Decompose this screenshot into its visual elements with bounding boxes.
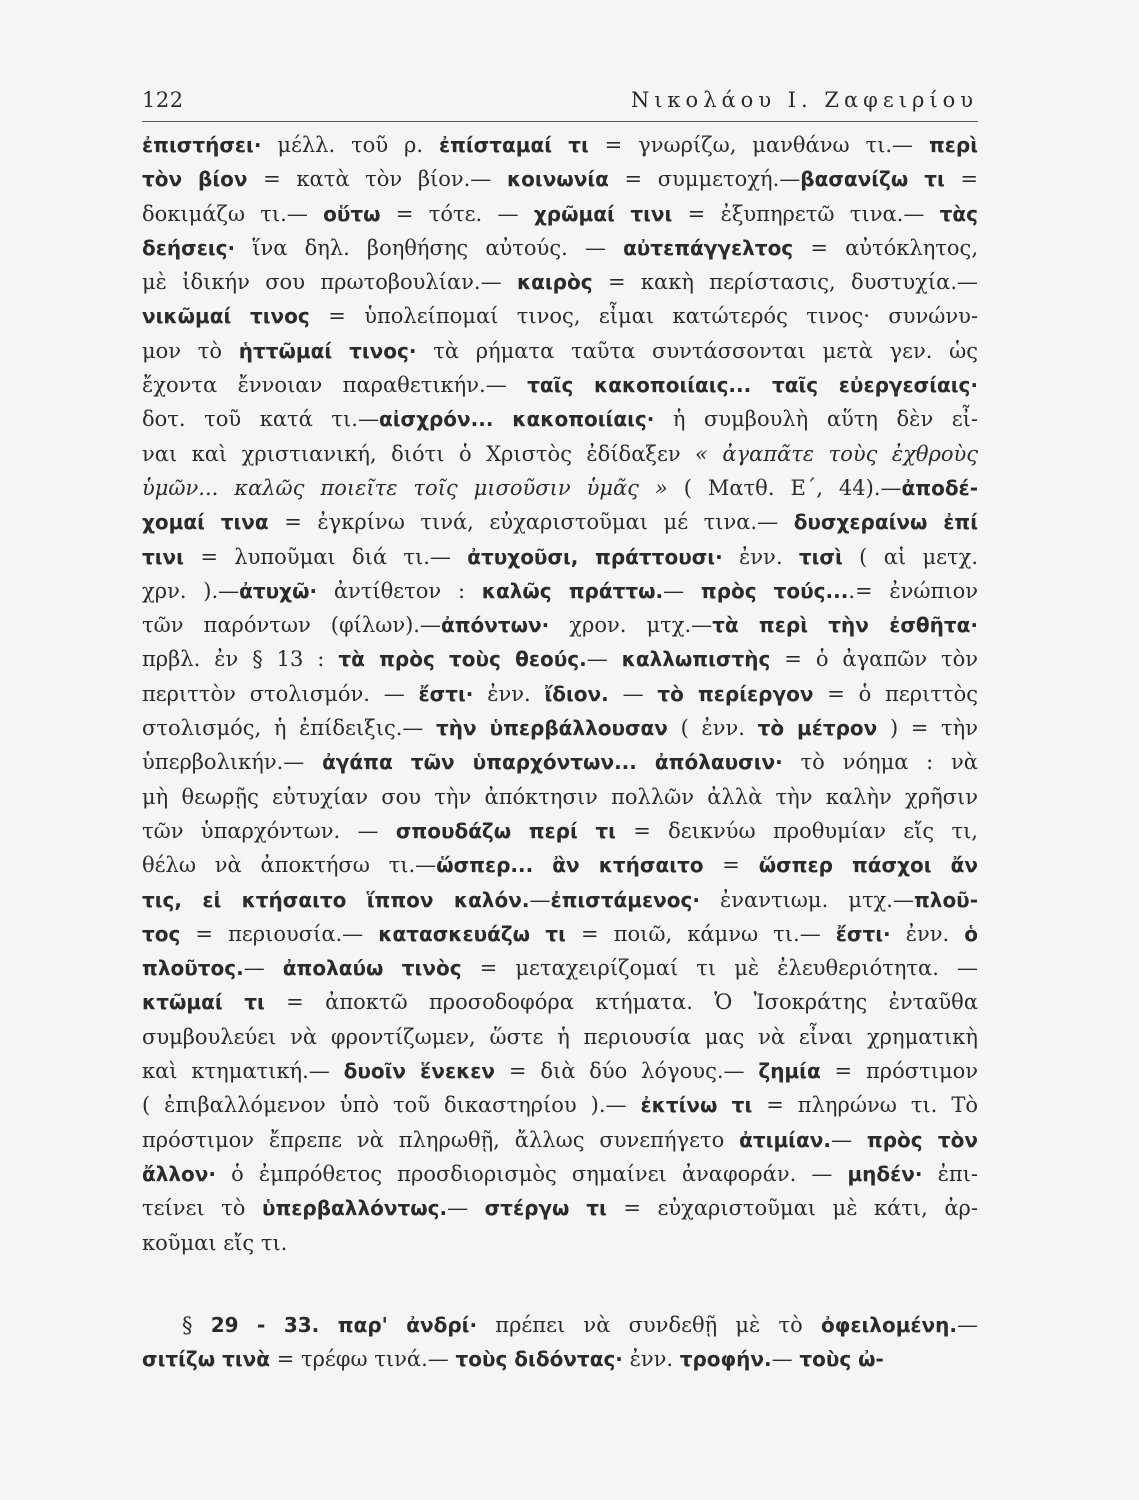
paragraph-gap <box>142 1260 978 1308</box>
text-run: = <box>944 167 978 192</box>
text-run: — <box>663 578 701 603</box>
text-line <box>142 1226 978 1260</box>
text-run: = ὁ ἀγαπῶν τὸν <box>770 647 978 672</box>
bold-term: τὰ περὶ τὴν ἐσθῆτα· <box>712 613 978 638</box>
text-run: πρβλ. ἐν § 13 : <box>142 647 339 672</box>
text-run: = ἐγκρίνω τινά, εὐχαριστοῦμαι μέ τινα.— <box>268 510 794 535</box>
text-line <box>142 265 978 299</box>
text-run: — <box>771 1347 800 1372</box>
text-run: πρόστιμον ἔπρεπε νὰ πληρωθῇ, ἄλλως συνεπήγετο <box>142 1127 740 1152</box>
text-run: ( αἱ μετχ. <box>842 544 978 569</box>
text-run: περιττὸν στολισμόν. — <box>142 681 419 706</box>
bold-term: τισὶ <box>798 544 843 569</box>
text-run: τῶν παρόντων (φίλων).— <box>142 613 441 638</box>
text-run: = λυποῦμαι διά τι.— <box>183 544 468 569</box>
text-run: κοῦμαι εἴς τι. <box>142 1230 288 1255</box>
text-run: = ἀποκτῶ προσοδοφόρα κτήματα. Ὁ Ἰσοκράτης ἐνταῦθα <box>264 990 978 1015</box>
text-run: = <box>703 853 759 878</box>
bold-term: χρῶμαί τινι <box>533 201 673 226</box>
paragraph-2 <box>142 1308 978 1377</box>
bold-term: ἡττῶμαί τινος· <box>238 338 417 363</box>
text-line <box>142 231 978 265</box>
bold-term: ἔστι· <box>835 921 891 946</box>
text-run: τῶν ὑπαρχόντων. — <box>142 818 396 843</box>
text-line <box>142 1054 978 1088</box>
bold-term: δεήσεις· <box>142 235 236 260</box>
bold-term: αὐτεπάγγελτος <box>623 235 794 260</box>
text-line <box>142 334 978 368</box>
text-run: — <box>586 647 622 672</box>
bold-term: σπουδάζω περί τι <box>395 818 616 843</box>
italic-quote: « ἀγαπᾶτε τοὺς ἐχθροὺς <box>695 441 978 466</box>
bold-term: ὀφειλομένη. <box>821 1312 958 1337</box>
text-line <box>142 608 978 642</box>
bold-term: ὁ <box>964 921 978 946</box>
text-line <box>142 1020 978 1054</box>
bold-term: τος <box>142 921 181 946</box>
text-line <box>142 780 978 814</box>
bold-term: χομαί τινα <box>142 510 269 535</box>
bold-term: μηδέν· <box>847 1161 923 1186</box>
text-line <box>142 883 978 917</box>
text-line <box>142 471 978 505</box>
text-line <box>142 299 978 333</box>
text-line <box>142 1342 978 1376</box>
text-run: ἡ συμβουλὴ αὕτη δὲν εἶ- <box>654 407 978 432</box>
text-line <box>142 540 978 574</box>
text-run: δοκιμάζω τι.— <box>142 201 324 226</box>
text-line <box>142 677 978 711</box>
text-run: = τρέφω τινά.— <box>270 1347 456 1372</box>
bold-term: ἄλλον· <box>142 1161 217 1186</box>
bold-term: τὴν ὑπερβάλλουσαν <box>436 716 668 741</box>
text-run: ὑπερβολικήν.— <box>142 750 323 775</box>
bold-term: ἐκτίνω τι <box>640 1093 753 1118</box>
bold-term: οὕτω <box>323 201 381 226</box>
text-run: δοτ. τοῦ κατά τι.— <box>142 407 379 432</box>
text-run: τὰ ρήματα ταῦτα συντάσσονται μετὰ γεν. ὡς <box>416 338 978 363</box>
bold-term: περὶ <box>928 133 978 157</box>
text-run: = ὑπολείπομαί τινος, εἶμαι κατώτερός τινος· συνώνυ- <box>309 304 978 329</box>
bold-term: τροφήν. <box>679 1347 772 1372</box>
bold-term: ἐπίσταμαί τι <box>438 133 589 157</box>
text-run: ἐνν. <box>622 1347 680 1372</box>
text-run: μον τὸ <box>142 338 239 363</box>
italic-quote: ὑμῶν... καλῶς ποιεῖτε τοῖς μισοῦσιν ὑμᾶς » <box>142 475 668 500</box>
text-run: = τότε. — <box>380 201 534 226</box>
page-header <box>142 88 978 112</box>
bold-term: ἀτυχοῦσι, πράττουσι· <box>467 544 723 569</box>
text-run: ἐναντιωμ. μτχ.— <box>699 887 914 912</box>
bold-term: ὥσπερ... ἂν κτήσαιτο <box>436 853 704 878</box>
bold-term: πλοῦτος. <box>142 956 244 981</box>
text-run: τὸ νόημα : νὰ <box>782 750 978 775</box>
bold-term: τοὺς ὠ- <box>799 1347 884 1372</box>
text-run: = συμμετοχή.— <box>608 167 801 192</box>
text-run: — <box>529 887 551 912</box>
bold-term: ἐπιστάμενος· <box>550 887 700 912</box>
text-line <box>142 437 978 471</box>
bold-term: ζημία <box>758 1059 821 1084</box>
text-run: συμβουλεύει νὰ φροντίζωμεν, ὥστε ἡ περιουσία μας νὰ εἶναι χρηματικὴ <box>142 1024 978 1049</box>
bold-term: ἀπόντων· <box>440 613 550 638</box>
text-line <box>142 368 978 402</box>
bold-term: ὥσπερ πάσχοι ἄν <box>758 853 978 878</box>
text-run: § <box>182 1312 211 1337</box>
text-run: τείνει τὸ <box>142 1196 262 1221</box>
bold-term: καλῶς πράττω. <box>481 578 664 603</box>
text-run: μὲ ἰδικήν σου πρωτοβουλίαν.— <box>142 270 517 295</box>
text-line <box>142 745 978 779</box>
text-line <box>142 128 978 162</box>
bold-term: κατασκευάζω τι <box>378 921 566 946</box>
bold-term: νικῶμαί τινος <box>142 304 310 329</box>
text-run: = γνωρίζω, μανθάνω τι.— <box>588 133 929 157</box>
header-rule <box>142 121 978 122</box>
text-run: — <box>830 1127 867 1152</box>
bold-term: ταῖς κακοποιίαις... ταῖς εὐεργεσίαις· <box>527 373 978 398</box>
running-title: Νικολάου Ι. Ζαφειρίου <box>630 88 978 112</box>
text-run: — <box>957 1312 978 1337</box>
text-line <box>142 848 978 882</box>
text-line <box>142 711 978 745</box>
text-run: ( ἐνν. <box>667 716 758 741</box>
text-line <box>142 642 978 676</box>
bold-term: δυσχεραίνω ἐπί <box>793 510 978 535</box>
bold-term: κοινωνία <box>506 167 609 192</box>
bold-term: τις, εἰ κτήσαιτο ἵππον καλόν. <box>142 887 530 912</box>
text-run: ἀντίθετον : <box>317 578 482 603</box>
bold-term: κτῶμαί τι <box>142 990 265 1015</box>
bold-term: ἀπολαύω τινὸς <box>282 956 462 981</box>
text-run: = αὐτόκλητος, <box>793 235 978 260</box>
text-run: ἐνν. <box>722 544 799 569</box>
text-run: = περιουσία.— <box>180 921 379 946</box>
bold-term: τὰ πρὸς τοὺς θεούς. <box>338 647 587 672</box>
text-run: — <box>447 1196 485 1221</box>
text-run: ἐνν. <box>473 681 545 706</box>
text-run: = πληρώνω τι. Τὸ <box>752 1093 978 1118</box>
text-run: ὁ ἐμπρόθετος προσδιορισμὸς σημαίνει ἀναφοράν. — <box>216 1161 848 1186</box>
text-run: = διὰ δύο λόγους.— <box>495 1059 759 1084</box>
text-line <box>142 197 978 231</box>
text-line <box>142 1088 978 1122</box>
text-run: χρον. μτχ.— <box>549 613 713 638</box>
text-run: = κακὴ περίστασις, δυστυχία.— <box>592 270 978 295</box>
text-run: = δεικνύω προθυμίαν εἴς τι, <box>615 818 978 843</box>
bold-term: καλλωπιστὴς <box>621 647 771 672</box>
paragraph-1 <box>142 128 978 1260</box>
bold-term: ἔστι· <box>418 681 474 706</box>
text-line <box>142 505 978 539</box>
text-run: ) = τὴν <box>877 716 978 741</box>
bold-term: τινι <box>142 544 184 569</box>
bold-term: στέργω τι <box>484 1196 607 1221</box>
bold-term: αἰσχρόν... κακοποιίαις· <box>378 407 655 432</box>
bold-term: δυοῖν ἕνεκεν <box>343 1059 496 1084</box>
text-run: μέλλ. τοῦ ρ. <box>261 133 439 157</box>
text-run: ἔχοντα ἔννοιαν παραθετικήν.— <box>142 373 528 398</box>
bold-term: βασανίζω τι <box>800 167 945 192</box>
bold-term: ἀτιμίαν. <box>739 1127 831 1152</box>
bold-term: πλοῦ- <box>913 887 978 912</box>
bold-term: πρὸς τούς... <box>700 578 849 603</box>
text-run: καὶ κτηματική.— <box>142 1059 344 1084</box>
text-run: ἐπι- <box>922 1161 978 1186</box>
text-run: χρν. ).— <box>142 578 240 603</box>
text-run: = ποιῶ, κάμνω τι.— <box>565 921 836 946</box>
text-run: ( ἐπιβαλλόμενον ὑπὸ τοῦ δικαστηρίου ).— <box>142 1093 641 1118</box>
bold-term: τοὺς διδόντας· <box>455 1347 623 1372</box>
text-run: μὴ θεωρῇς εὐτυχίαν σου τὴν ἀπόκτησιν πολλῶν ἀλλὰ τὴν καλὴν χρῆσιν <box>142 784 978 809</box>
text-run: ἵνα δηλ. βοηθήσης αὐτούς. — <box>235 235 624 260</box>
commentary-text <box>142 128 978 1376</box>
text-line <box>142 162 978 196</box>
text-run: = πρόστιμον <box>820 1059 978 1084</box>
text-run: θέλω νὰ ἀποκτήσω τι.— <box>142 853 437 878</box>
text-run: ( Ματθ. Ε΄, 44).— <box>667 475 902 500</box>
text-run: = ὁ περιττὸς <box>813 681 978 706</box>
text-line <box>142 985 978 1019</box>
text-run: = μεταχειρίζομαί τι μὲ ἐλευθεριότητα. — <box>461 956 978 981</box>
text-run: πρέπει νὰ συνδεθῇ μὲ τὸ <box>477 1312 821 1337</box>
bold-term: σιτίζω τινὰ <box>142 1347 271 1372</box>
text-line <box>142 1308 978 1342</box>
bold-term: ἴδιον. <box>544 681 609 706</box>
bold-term: ἀποδέ- <box>901 475 978 500</box>
bold-term: πρὸς τὸν <box>866 1127 978 1152</box>
bold-term: τὰς <box>939 201 978 226</box>
bold-term: τὸ μέτρον <box>757 716 878 741</box>
text-line <box>142 1191 978 1225</box>
text-run: .= ἐνώπιον <box>848 578 978 603</box>
text-line <box>142 402 978 436</box>
text-run: ναι καὶ χριστιανική, διότι ὁ Χριστὸς ἐδίδαξεν <box>142 441 696 466</box>
text-line <box>142 814 978 848</box>
text-run: ἐνν. <box>890 921 965 946</box>
text-line <box>142 1123 978 1157</box>
text-line <box>142 917 978 951</box>
page-number: 122 <box>142 88 184 112</box>
bold-term: ὑπερβαλλόντως. <box>261 1196 448 1221</box>
bold-term: τὸν βίον <box>142 167 248 192</box>
bold-term: ἐπιστήσει· <box>142 133 262 157</box>
text-line <box>142 1157 978 1191</box>
text-run: = εὐχαριστοῦμαι μὲ κάτι, ἀρ- <box>606 1196 978 1221</box>
text-run: = κατὰ τὸν βίον.— <box>247 167 507 192</box>
bold-term: 29 - 33. παρ' ἀνδρί· <box>210 1312 478 1337</box>
bold-term: τὸ περίεργον <box>657 681 814 706</box>
text-run: στολισμός, ἡ ἐπίδειξις.— <box>142 716 437 741</box>
bold-term: καιρὸς <box>516 270 593 295</box>
bold-term: ἀτυχῶ· <box>239 578 318 603</box>
text-run: — <box>243 956 283 981</box>
text-run: = ἐξυπηρετῶ τινα.— <box>672 201 940 226</box>
text-run: — <box>608 681 658 706</box>
bold-term: ἀγάπα τῶν ὑπαρχόντων... ἀπόλαυσιν· <box>322 750 783 775</box>
text-line <box>142 951 978 985</box>
text-line <box>142 574 978 608</box>
